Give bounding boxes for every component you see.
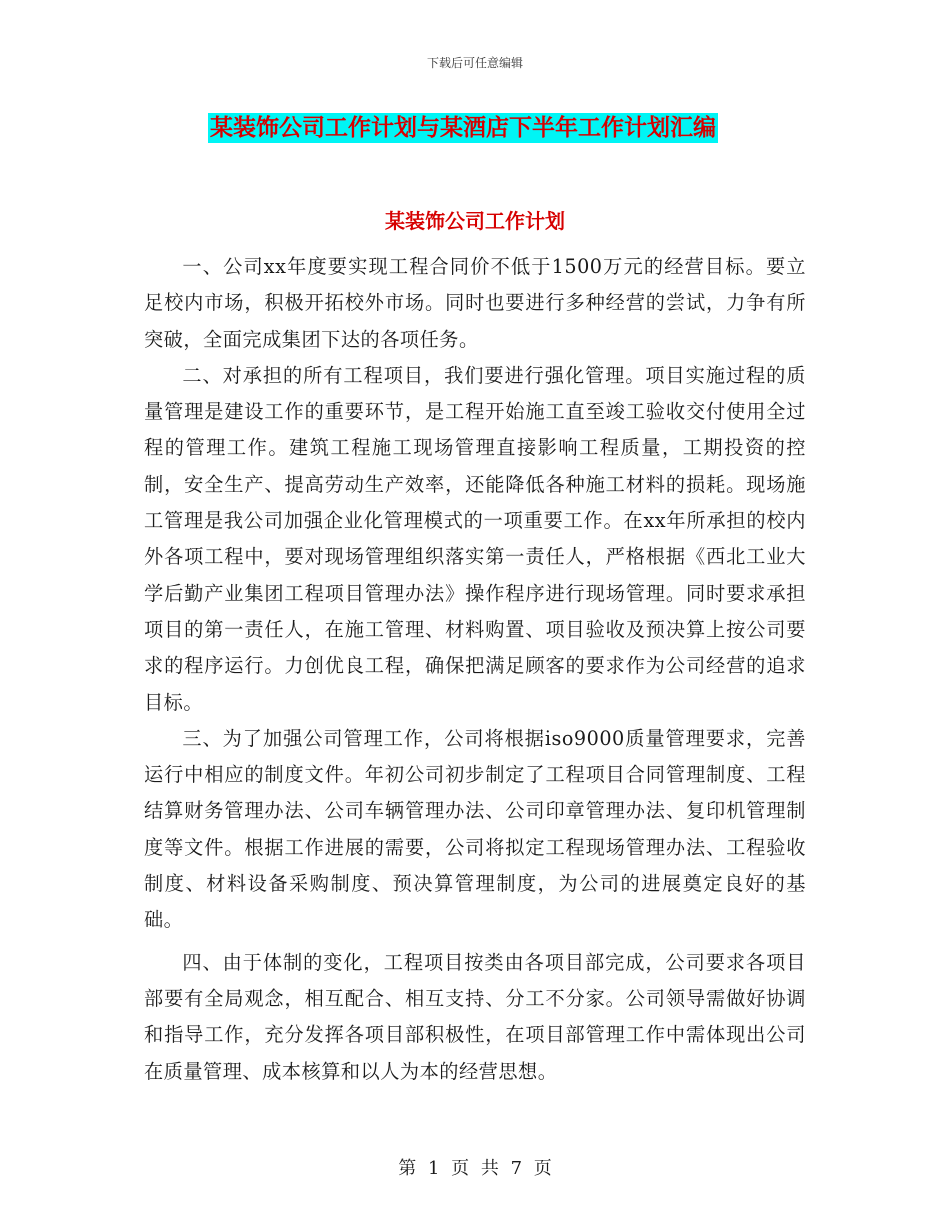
paragraph-1: 一、公司xx年度要实现工程合同价不低于1500万元的经营目标。要立足校内市场，积极开拓校外市场。同时也要进行多种经营的尝试，力争有所突破，全面完成集团下达的各项任务。 [144, 255, 806, 351]
paragraph-4: 四、由于体制的变化，工程项目按类由各项目部完成，公司要求各项目部要有全局观念，相互配合、相互支持、分工不分家。公司领导需做好协调和指导工作，充分发挥各项目部积极性，在项目部管理工作中需体现出公司在质量管理、成本核算和以人为本的经营思想。 [144, 950, 806, 1083]
page-number: 第 1 页 共 7 页 [398, 1158, 552, 1179]
section-title: 某装饰公司工作计划 [385, 209, 565, 233]
paragraph-3: 三、为了加强公司管理工作，公司将根据iso9000质量管理要求，完善运行中相应的制度文件。年初公司初步制定了工程项目合同管理制度、工程结算财务管理办法、公司车辆管理办法、公司印章管理办法、复印机管理制度等文件。根据工作进展的需要，公司将拟定工程现场管理办法、工程验收制度、材料设备采购制度、预决算管理制度，为公司的进展奠定良好的基础。 [144, 726, 806, 932]
paragraph-2: 二、对承担的所有工程项目，我们要进行强化管理。项目实施过程的质量管理是建设工作的重要环节，是工程开始施工直至竣工验收交付使用全过程的管理工作。建筑工程施工现场管理直接影响工程质量，工期投资的控制，安全生产、提高劳动生产效率，还能降低各种施工材料的损耗。现场施工管理是我公司加强企业化管理模式的一项重要工作。在xx年所承担的校内外各项工程中，要对现场管理组织落实第一责任人，严格根据《西北工业大学后勤产业集团工程项目管理办法》操作程序进行现场管理。同时要求承担项目的第一责任人，在施工管理、材料购置、项目验收及预决算上按公司要求的程序运行。力创优良工程，确保把满足顾客的要求作为公司经营的追求目标。 [144, 363, 806, 714]
document-body [144, 249, 806, 1090]
header-note: 下载后可任意编辑 [426, 56, 523, 70]
document-title: 某装饰公司工作计划与某酒店下半年工作计划汇编 [210, 115, 716, 141]
